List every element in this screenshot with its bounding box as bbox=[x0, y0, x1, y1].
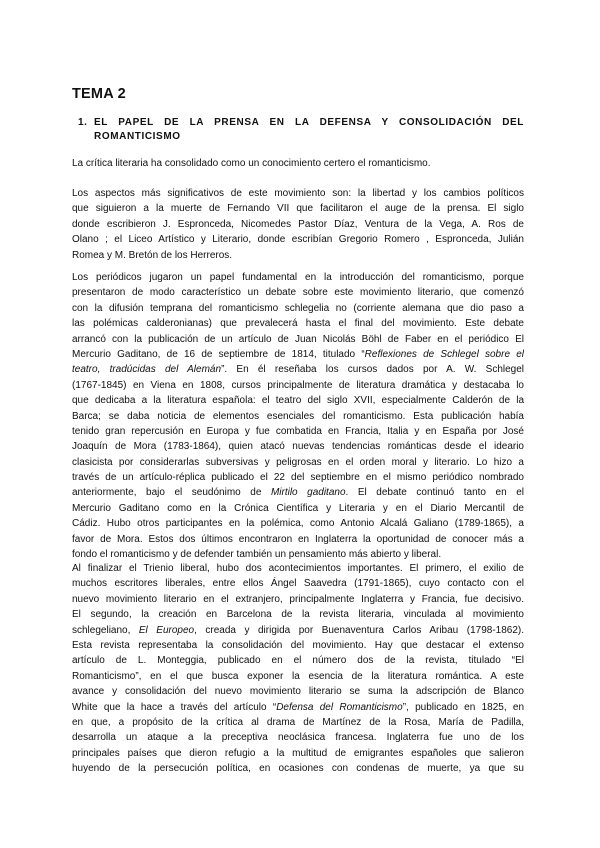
text-line: schlegeliano, El Europeo, creada y dirigida por Buenaventura Carlos Aribau (1798-1862). bbox=[72, 624, 524, 636]
text-line: las polémicas calderonianas) que prevalecerá hasta el final del movimiento. Este debate bbox=[72, 318, 524, 330]
section-heading-text: EL PAPEL DE LA PRENSA EN LA DEFENSA Y CONSOLIDACIÓN DEL ROMANTICISMO bbox=[94, 117, 524, 142]
text-line: Mercurio Gaditano, de 16 de septiembre de 1814, titulado “Reflexiones de Schlegel sobre el bbox=[72, 348, 524, 360]
text-line: Olano ; el Liceo Artístico y Literario, donde escribían Gregorio Romero , Espronceda, Julián bbox=[72, 234, 524, 246]
article-title: teatro, tradúcidas del Alemán bbox=[72, 364, 222, 376]
text-line: tenido gran repercusión en Europa y fue combatida en Francia, Italia y en España por José bbox=[72, 425, 524, 437]
text-line: con la difusión temprana del romanticismo schlegelia no (corriente alemana que dio paso a bbox=[72, 302, 524, 314]
section-heading bbox=[78, 116, 524, 144]
paragraph-4 bbox=[72, 561, 524, 776]
text-line: en que, a propósito de la crítica al drama de Martínez de la Rosa, María de Padilla, bbox=[72, 716, 524, 728]
article-title: Reflexiones de Schlegel sobre el bbox=[364, 348, 524, 360]
text-line: Mercurio Gaditano como en la Crónica Científica y Literaria y en el Diario Mercantil de bbox=[72, 502, 524, 514]
text-line: avance y consolidación del nuevo movimiento literario se suma la adscripción de Blanco bbox=[72, 686, 524, 698]
text-line: Al finalizar el Trienio liberal, hubo dos acontecimientos importantes. El primero, el exilio de bbox=[72, 563, 524, 574]
pseudonym: Mirtilo gaditano bbox=[270, 487, 346, 499]
text-line: teatro, tradúcidas del Alemán”. En él reseñaba los cursos dados por A. W. Schlegel bbox=[72, 364, 524, 376]
text-line: Joaquín de Mora (1783-1864), quien atacó nuevas tendencias románticas desde el ideario bbox=[72, 441, 524, 453]
text-line: Los aspectos más significativos de este movimiento son: la libertad y los cambios políticos bbox=[72, 188, 524, 199]
text-line: arrancó con la publicación de un artículo de Juan Nicolás Böhl de Faber en el periódico El bbox=[72, 333, 524, 345]
magazine-title: El Europeo bbox=[138, 624, 195, 636]
text-line: Esta revista representaba la consolidación del movimiento. Hay que destacar el extenso bbox=[72, 639, 524, 651]
paragraph-2 bbox=[72, 186, 524, 263]
text-line: que siguieron a la muerte de Fernando VII que facilitaron el auge de la prensa. El siglo bbox=[72, 203, 524, 215]
paragraph-1 bbox=[72, 156, 524, 171]
text-line: principales países que dieron refugio a la multitud de emigrantes españoles que salieron bbox=[72, 747, 524, 759]
text-line: Los periódicos jugaron un papel fundamental en la introducción del romanticismo, porque bbox=[72, 272, 524, 283]
article-title: Defensa del Romanticismo bbox=[276, 701, 403, 713]
text-line: El segundo, la creación en Barcelona de la revista literaria, vinculada al movimiento bbox=[72, 609, 524, 621]
text-line: desarrolla un ataque a la preceptiva neoclásica francesa. Inglaterra fue uno de los bbox=[72, 732, 524, 744]
text-line: donde escribieron J. Espronceda, Nicomedes Pastor Díaz, Ventura de la Vega, A. Ros de bbox=[72, 218, 524, 230]
text-line: artículo de L. Monteggia, publicado en el número dos de la revista, titulado “El bbox=[72, 655, 524, 667]
text-line: Barca; se daba noticia de elementos esenciales del romanticismo. Esta publicación había bbox=[72, 410, 524, 422]
text-line: La crítica literaria ha consolidado como un conocimiento certero el romanticismo. bbox=[72, 158, 431, 169]
text-line: presentaron de modo característico un debate sobre este movimiento literario, que comenzó bbox=[72, 287, 524, 299]
text-line: (1767-1845) en Viena en 1808, cursos principalmente de literatura dramática y destacaba lo bbox=[72, 379, 524, 391]
page-title: TEMA 2 bbox=[72, 86, 126, 102]
text-line: Romanticismo”, en el que busca exponer la esencia de la literatura romántica. A este bbox=[72, 670, 524, 682]
text-line: nuevo movimiento literario en el extranjero, principalmente Inglaterra y Francia, fue decisivo. bbox=[72, 593, 524, 605]
text-line: clasicista por considerarlas subversivas y peligrosas en el orden moral y literario. Lo hizo a bbox=[72, 456, 524, 468]
text-line: fondo el romanticismo y de defender también un pensamiento más abierto y liberal. bbox=[72, 549, 442, 561]
text-line: Romea y M. Bretón de los Herreros. bbox=[72, 249, 233, 261]
text-line: White que la hace a través del artículo “Defensa del Romanticismo”, publicado en 1825, en bbox=[72, 701, 524, 713]
text-line: que dedicaba a la literatura española: el teatro del siglo XVII, especialmente Calderón de la bbox=[72, 395, 524, 407]
text-line: huyendo de la persecución política, en ocasiones con condenas de muerte, ya que su bbox=[72, 763, 524, 775]
text-line: favor de Mora. Estos dos últimos encontraron en Inglaterra la oportunidad de conocer más a bbox=[72, 533, 524, 545]
paragraph-3 bbox=[72, 270, 524, 562]
text-line: través de un artículo-réplica publicado el 22 del septiembre en el mismo periódico nombrado bbox=[72, 472, 524, 484]
section-number: 1. bbox=[78, 117, 88, 128]
text-line: Cádiz. Hubo otros participantes en la polémica, como Antonio Alcalá Galiano (1789-1865), a bbox=[72, 518, 524, 530]
text-line: muchos escritores liberales, entre ellos Ángel Saavedra (1791-1865), cuyo contacto con el bbox=[72, 578, 524, 590]
text-line: anteriormente, bajo el seudónimo de Mirtilo gaditano. El debate continuó tanto en el bbox=[72, 487, 524, 499]
